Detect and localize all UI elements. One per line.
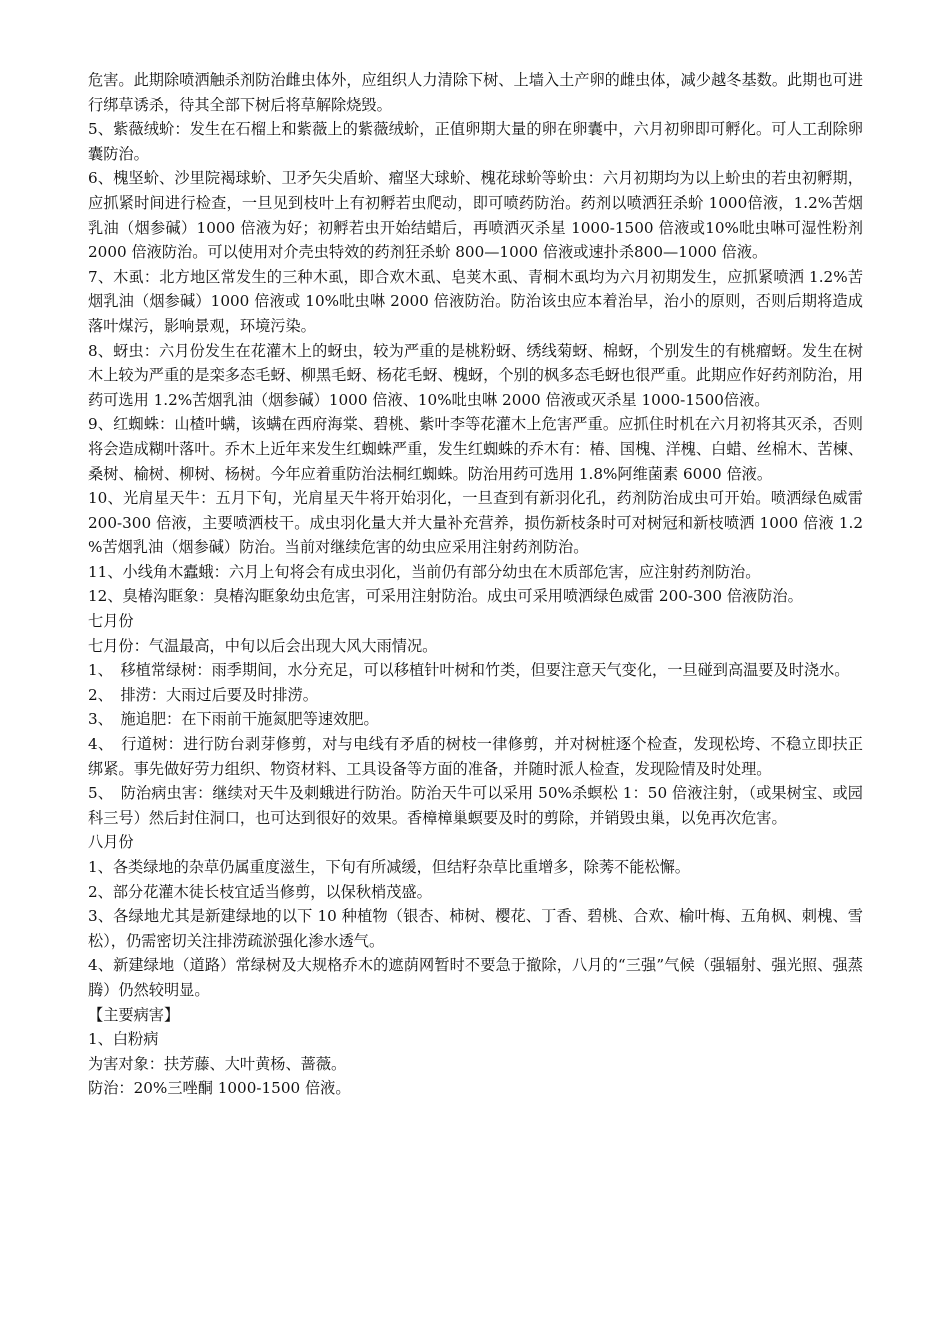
paragraph-july-fertilizer: 3、 施追肥：在下雨前干施氮肥等速效肥。 xyxy=(88,710,379,729)
paragraph-mildew-treatment: 防治：20%三唑酮 1000-1500 倍液。 xyxy=(88,1079,351,1098)
paragraph-august-pruning: 2、部分花灌木徒长枝宜适当修剪，以保秋梢茂盛。 xyxy=(88,882,432,901)
section-heading-august: 八月份 xyxy=(88,833,134,852)
paragraph-powdery-mildew: 1、白粉病 xyxy=(88,1030,159,1049)
paragraph-longhorn-beetle: 10、光肩星天牛：五月下旬，光肩星天牛将开始羽化，一旦查到有新羽化孔，药剂防治成虫可开始。喷洒绿色威雷 200-300 倍液，主要喷洒枝干。成虫羽化量大并大量补充营养，损伤新枝条时可对树冠和新枝喷洒 1000 倍液 1.2%苦烟乳油（烟参碱）防治。当前对继续危害的幼虫应采用注射药剂防治。 xyxy=(88,489,863,557)
paragraph-july-intro: 七月份：气温最高，中旬以后会出现大风大雨情况。 xyxy=(88,636,438,655)
paragraph-ailanthus-weevil: 12、臭椿沟眶象：臭椿沟眶象幼虫危害，可采用注射防治。成虫可采用喷洒绿色威雷 200-300 倍液防治。 xyxy=(88,587,803,606)
section-heading-main-diseases: 【主要病害】 xyxy=(88,1005,180,1024)
paragraph-july-street-trees: 4、 行道树：进行防台剥芽修剪，对与电线有矛盾的树枝一律修剪，并对树桩逐个检查，发现松垮、不稳立即扶正绑紧。事先做好劳力组织、物资材料、工具设备等方面的准备，并随时派人检查，发现险情及时处理。 xyxy=(88,735,863,778)
paragraph-august-shade-net: 4、新建绿地（道路）常绿树及大规格乔木的遮荫网暂时不要急于撤除，八月的“三强”气候（强辐射、强光照、强蒸腾）仍然较明显。 xyxy=(88,956,863,999)
paragraph-scale-insects: 6、槐坚蚧、沙里院褐球蚧、卫矛矢尖盾蚧、瘤坚大球蚧、槐花球蚧等蚧虫：六月初期均为以上蚧虫的若虫初孵期，应抓紧时间进行检查，一旦见到枝叶上有初孵若虫爬动，即可喷药防治。药剂以喷洒狂杀蚧 1000倍液，1.2%苦烟乳油（烟参碱）1000 倍液为好；初孵若虫开始结蜡后，再喷洒灭杀星 1000-1500 倍液或10%吡虫啉可湿性粉剂 2000 倍液防治。可以使用对介壳虫特效的药剂狂杀蚧 800—1000 倍液或速扑杀800—1000 倍液。 xyxy=(88,169,863,262)
paragraph-red-spider: 9、红蜘蛛：山楂叶螨，该螨在西府海棠、碧桃、紫叶李等花灌木上危害严重。应抓住时机在六月初将其灭杀，否则将会造成糊叶落叶。乔木上近年来发生红蜘蛛严重，发生红蜘蛛的乔木有：椿、国槐、洋槐、白蜡、丝棉木、苦楝、桑树、榆树、柳树、杨树。今年应着重防治法桐红蜘蛛。防治用药可选用 1.8%阿维菌素 6000 倍液。 xyxy=(88,415,863,483)
paragraph-august-new-green: 3、各绿地尤其是新建绿地的以下 10 种植物（银杏、柿树、樱花、丁香、碧桃、合欢、榆叶梅、五角枫、刺槐、雪松），仍需密切关注排涝疏淤强化渗水透气。 xyxy=(88,907,863,950)
document-page xyxy=(88,68,863,1101)
paragraph-eclosion-control: 危害。此期除喷洒触杀剂防治雌虫体外，应组织人力清除下树、上墙入土产卵的雌虫体，减少越冬基数。此期也可进行绑草诱杀，待其全部下树后将草解除烧毁。 xyxy=(88,71,863,114)
paragraph-psyllids: 7、木虱：北方地区常发生的三种木虱，即合欢木虱、皂荚木虱、青桐木虱均为六月初期发生，应抓紧喷洒 1.2%苦烟乳油（烟参碱）1000 倍液或 10%吡虫啉 2000 倍液防治。防治该虫应本着治早，治小的原则，否则后期将造成落叶煤污，影响景观，环境污染。 xyxy=(88,267,863,335)
paragraph-july-pest-control: 5、 防治病虫害：继续对天牛及刺蛾进行防治。防治天牛可以采用 50%杀螟松 1：50 倍液注射，（或果树宝、或园科三号）然后封住洞口，也可达到很好的效果。香樟樟巢螟要及时的剪除，并销毁虫巢，以免再次危害。 xyxy=(88,784,863,827)
paragraph-aphids: 8、蚜虫：六月份发生在花灌木上的蚜虫，较为严重的是桃粉蚜、绣线菊蚜、棉蚜，个别发生的有桃瘤蚜。发生在树木上较为严重的是栾多态毛蚜、柳黑毛蚜、杨花毛蚜、槐蚜，个别的枫多态毛蚜也很严重。此期应作好药剂防治，用药可选用 1.2%苦烟乳油（烟参碱）1000 倍液、10%吡虫啉 2000 倍液或灭杀星 1000-1500倍液。 xyxy=(88,341,863,409)
paragraph-july-transplant: 1、 移植常绿树：雨季期间，水分充足，可以移植针叶树和竹类，但要注意天气变化，一旦碰到高温要及时浇水。 xyxy=(88,661,850,680)
paragraph-july-drainage: 2、 排涝：大雨过后要及时排涝。 xyxy=(88,685,318,704)
section-heading-july: 七月份 xyxy=(88,612,134,631)
paragraph-carpenter-moth: 11、小线角木蠹蛾：六月上旬将会有成虫羽化，当前仍有部分幼虫在木质部危害，应注射药剂防治。 xyxy=(88,562,761,581)
paragraph-august-weeds: 1、各类绿地的杂草仍属重度滋生，下旬有所减缓，但结籽杂草比重增多，除莠不能松懈。 xyxy=(88,858,690,876)
paragraph-crape-myrtle-scale: 5、紫薇绒蚧：发生在石榴上和紫薇上的紫薇绒蚧，正值卵期大量的卵在卵囊中，六月初卵即可孵化。可人工刮除卵囊防治。 xyxy=(88,120,863,163)
paragraph-mildew-targets: 为害对象：扶芳藤、大叶黄杨、蔷薇。 xyxy=(88,1054,347,1073)
